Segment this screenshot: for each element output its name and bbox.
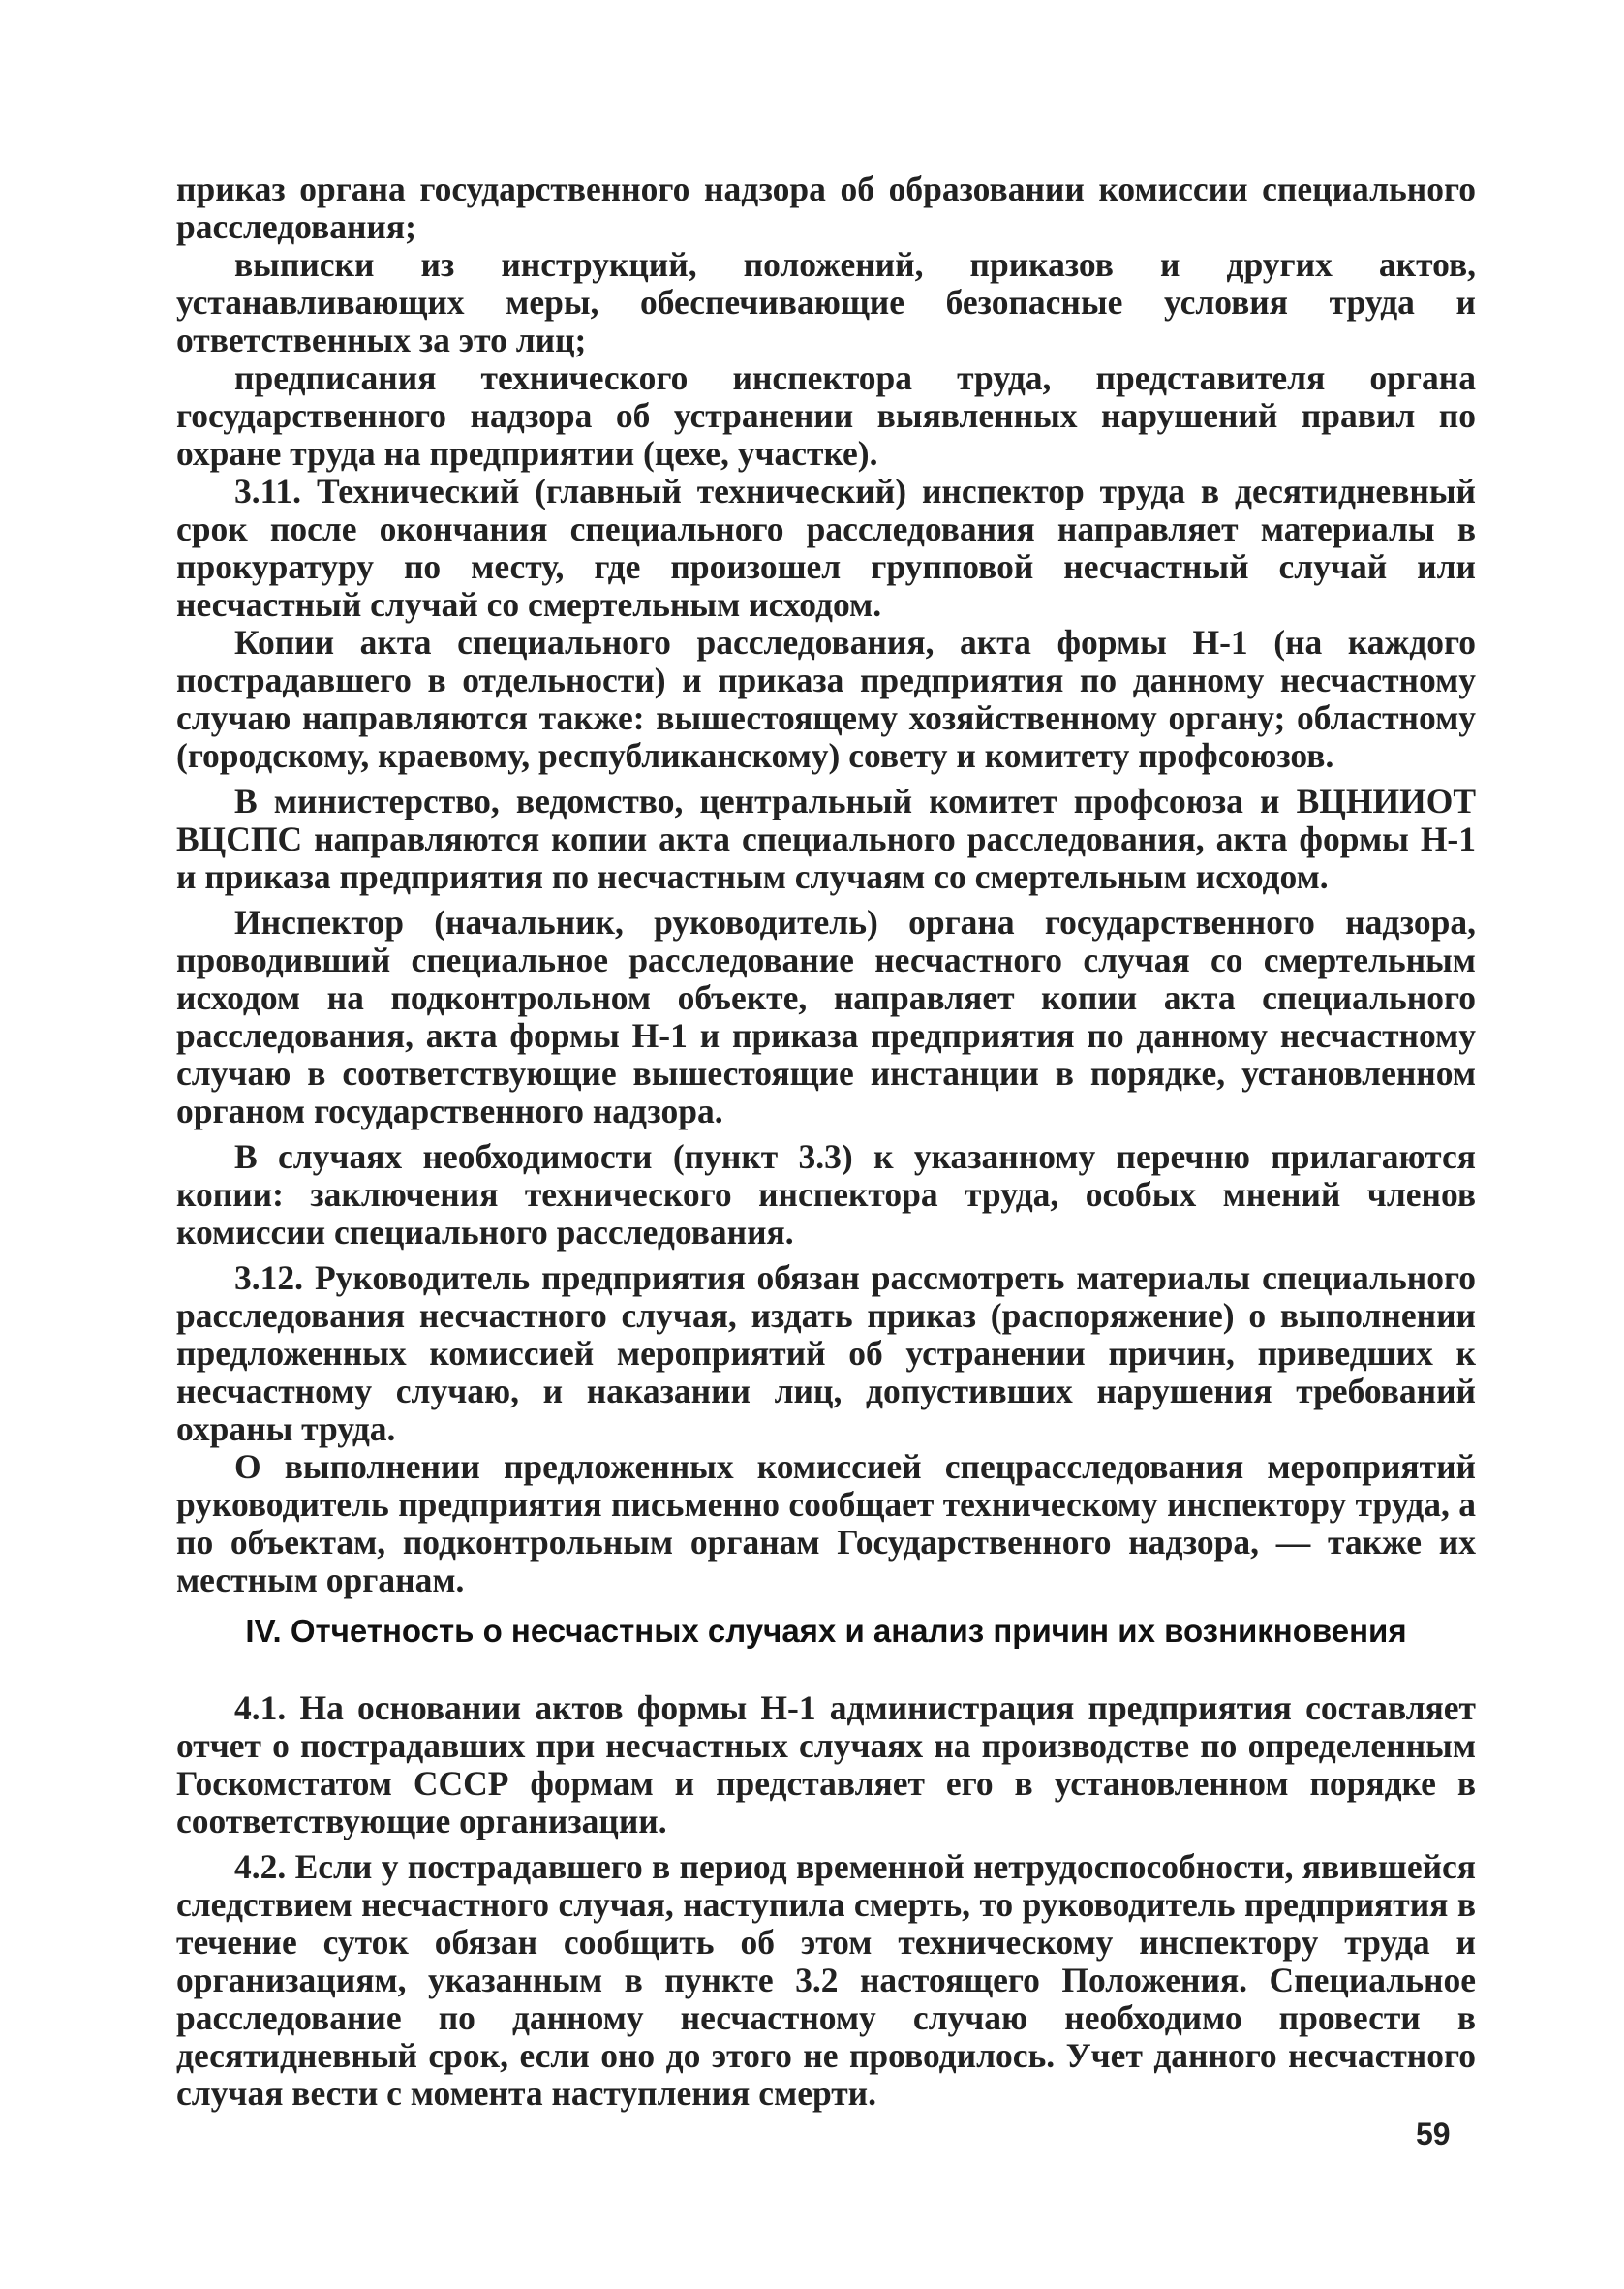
paragraph-3-12: 3.12. Руководитель предприятия обязан рассмотреть материалы специального расследования несчастного случая, издать приказ (распоряжение) о выполнении предложенных комиссией мероприятий об устранении причин, приведших к несчастному случаю, и наказании лиц, допустивших нарушения требований охраны труда.	[176, 1258, 1476, 1448]
section-4-body	[176, 1689, 1476, 2113]
paragraph-implementation: О выполнении предложенных комиссией спецрасследования мероприятий руководитель предприятия письменно сообщает техническому инспектору труда, а по объектам, подконтрольным органам Государственного надзора, — также их местным органам.	[176, 1447, 1476, 1599]
paragraph-extracts: выписки из инструкций, положений, приказов и других актов, устанавливающих меры, обеспечивающие безопасные условия труда и ответственных за это лиц;	[176, 245, 1476, 359]
paragraph-4-2: 4.2. Если у пострадавшего в период временной нетрудоспособности, явившейся следствием несчастного случая, наступила смерть, то руководитель предприятия в течение суток обязан сообщить об этом техническому инспектору труда и организациям, указанным в пункте 3.2 настоящего Положения. Специальное расследование по данному несчастному случаю необходимо провести в десятидневный срок, если оно до этого не проводилось. Учет данного несчастного случая вести с момента наступления смерти.	[176, 1847, 1476, 2113]
paragraph-inspector: Инспектор (начальник, руководитель) органа государственного надзора, проводивший специальное расследование несчастного случая со смертельным исходом на подконтрольном объекте, направляет копии акта специального расследования, акта формы Н-1 и приказа предприятия по данному несчастному случаю в соответствующие вышестоящие инстанции в порядке, установленном органом государственного надзора.	[176, 903, 1476, 1130]
paragraph-ministry: В министерство, ведомство, центральный комитет профсоюза и ВЦНИИОТ ВЦСПС направляются копии акта специального расследования, акта формы Н-1 и приказа предприятия по несчастным случаям со смертельным исходом.	[176, 782, 1476, 896]
section-4-heading: IV. Отчетность о несчастных случаях и анализ причин их возникновения	[245, 1613, 1407, 1649]
page-number: 59	[1416, 2117, 1451, 2151]
paragraph-4-1: 4.1. На основании актов формы Н-1 администрация предприятия составляет отчет о пострадавших при несчастных случаях на производстве по определенным Госкомстатом СССР формам и представляет его в установленном порядке в соответствующие организации.	[176, 1688, 1476, 1840]
paragraph-necessity: В случаях необходимости (пункт 3.3) к указанному перечню прилагаются копии: заключения технического инспектора труда, особых мнений членов комиссии специального расследования.	[176, 1137, 1476, 1252]
section-3-continuation	[176, 170, 1476, 1599]
paragraph-3-11: 3.11. Технический (главный технический) инспектор труда в десятидневный срок после окончания специального расследования направляет материалы в прокуратуру по месту, где произошел групповой несчастный случай или несчастный случай со смертельным исходом.	[176, 472, 1476, 624]
paragraph-act-copies: Копии акта специального расследования, акта формы Н-1 (на каждого пострадавшего в отдельности) и приказа предприятия по данному несчастному случаю направляются также: вышестоящему хозяйственному органу; областному (городскому, краевому, республиканскому) совету и комитету профсоюзов.	[176, 623, 1476, 775]
paragraph-order-commission: приказ органа государственного надзора об образовании комиссии специального расследования;	[176, 170, 1476, 246]
paragraph-prescriptions: предписания технического инспектора труда, представителя органа государственного надзора об устранении выявленных нарушений правил по охране труда на предприятии (цехе, участке).	[176, 358, 1476, 473]
